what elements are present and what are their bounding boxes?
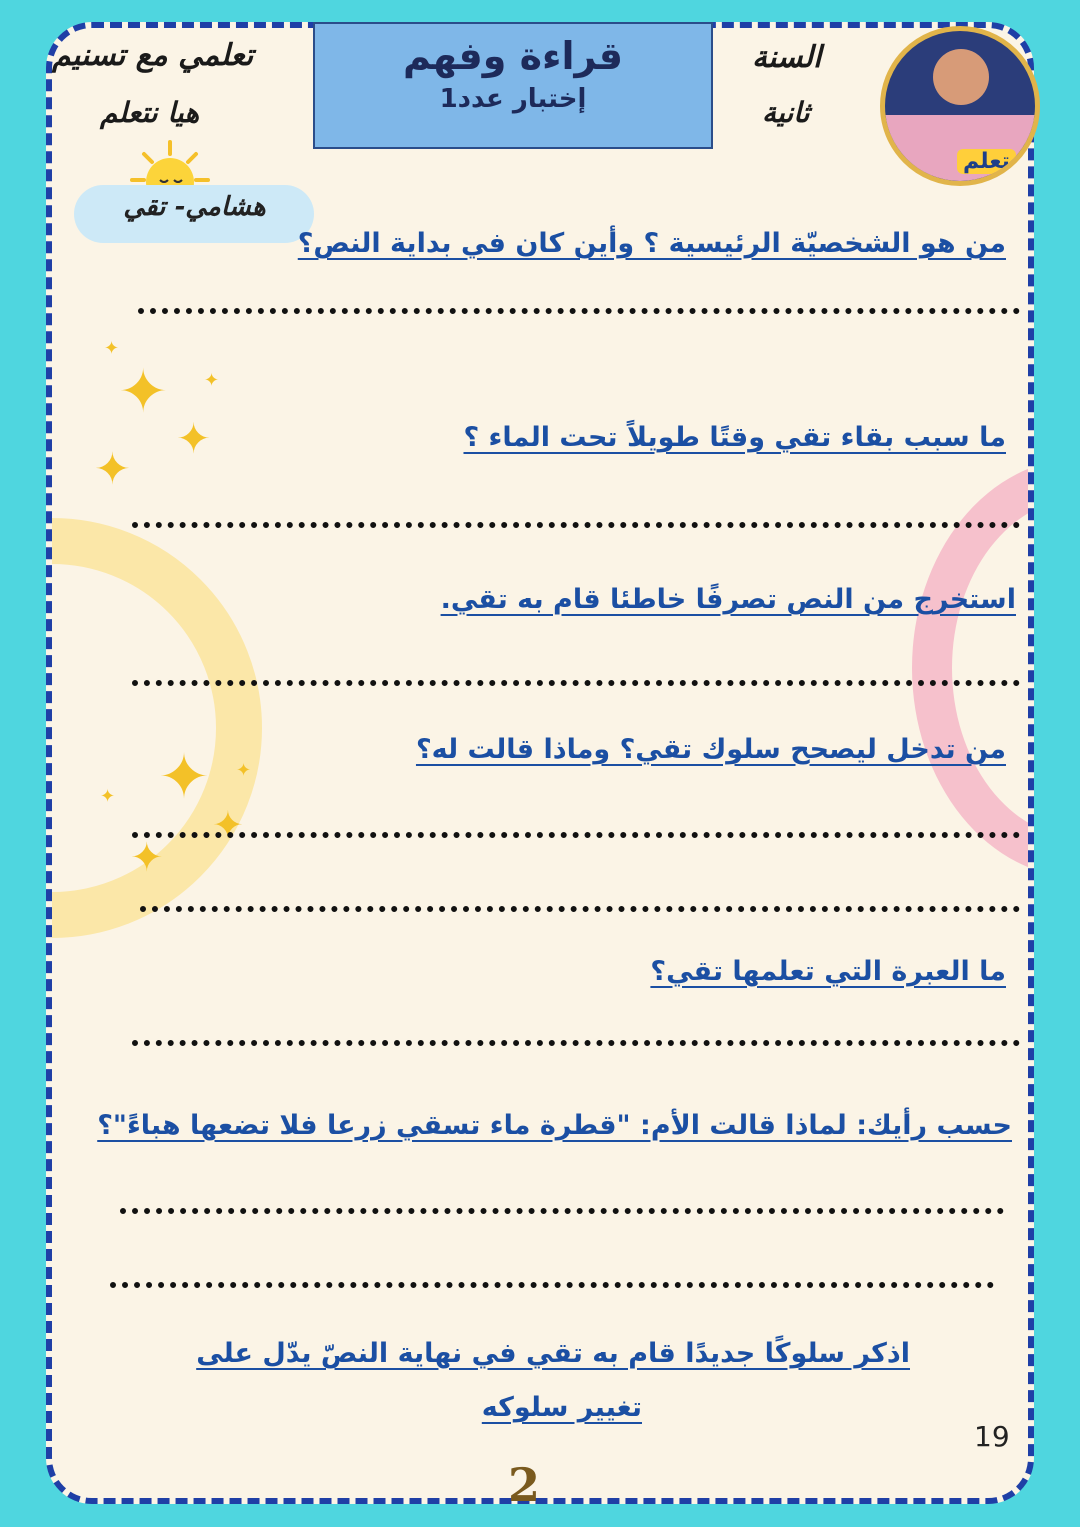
page-number: 19 <box>974 1420 1010 1453</box>
logo-face-icon <box>933 49 989 105</box>
sheet-number: 2 <box>508 1458 541 1512</box>
grade-value: ثانية <box>762 96 810 129</box>
question-1: من هو الشخصيّة الرئيسية ؟ وأين كان في بداية النص؟ <box>297 228 1006 259</box>
star-icon: ✦ <box>204 370 220 391</box>
star-icon: ✦ <box>176 414 212 463</box>
star-icon: ✦ <box>104 338 120 359</box>
star-icon: ✦ <box>130 835 164 881</box>
cloud-label: هشامي- تقي <box>123 192 266 222</box>
answer-line-6b[interactable] <box>110 1282 994 1288</box>
question-3: استخرج من النص تصرفًا خاطئا قام به تقي. <box>440 584 1016 615</box>
question-6: حسب رأيك: لماذا قالت الأم: "قطرة ماء تسقي زرعا فلا تضعها هباءً"؟ <box>97 1110 1012 1141</box>
answer-line-6a[interactable] <box>120 1208 1004 1214</box>
answer-line-5[interactable] <box>132 1040 1020 1046</box>
answer-line-4a[interactable] <box>132 832 1020 838</box>
star-icon: ✦ <box>236 760 252 781</box>
answer-line-3[interactable] <box>132 680 1020 686</box>
question-7: اذكر سلوكًا جديدًا قام به تقي في نهاية النصّ يدّل على <box>196 1338 910 1369</box>
star-icon: ✦ <box>158 740 210 813</box>
teacher-name: تعلمي مع تسنيم <box>52 38 254 73</box>
star-icon: ✦ <box>118 357 169 427</box>
pink-arc-decoration <box>912 458 1034 878</box>
question-7-continued: تغيير سلوكه <box>481 1392 642 1423</box>
worksheet-title: قراءة وفهم <box>402 34 624 78</box>
answer-line-1[interactable] <box>138 308 1020 314</box>
answer-line-4b[interactable] <box>140 906 1020 912</box>
logo-tag: تعلم <box>957 149 1016 174</box>
worksheet-subtitle: إختبار عدد1 <box>439 84 587 114</box>
star-icon: ✦ <box>100 786 116 807</box>
question-4: من تدخل ليصحح سلوك تقي؟ وماذا قالت له؟ <box>415 734 1006 765</box>
tagline: هيا نتعلم <box>100 96 200 129</box>
grade-label: السنة <box>752 40 822 75</box>
star-icon: ✦ <box>94 444 131 495</box>
channel-logo <box>880 26 1040 186</box>
answer-line-2[interactable] <box>132 522 1020 528</box>
question-5: ما العبرة التي تعلمها تقي؟ <box>650 956 1006 987</box>
title-box <box>313 22 713 149</box>
question-2: ما سبب بقاء تقي وقتًا طويلاً تحت الماء ؟ <box>463 422 1006 453</box>
star-icon: ✦ <box>212 803 244 847</box>
